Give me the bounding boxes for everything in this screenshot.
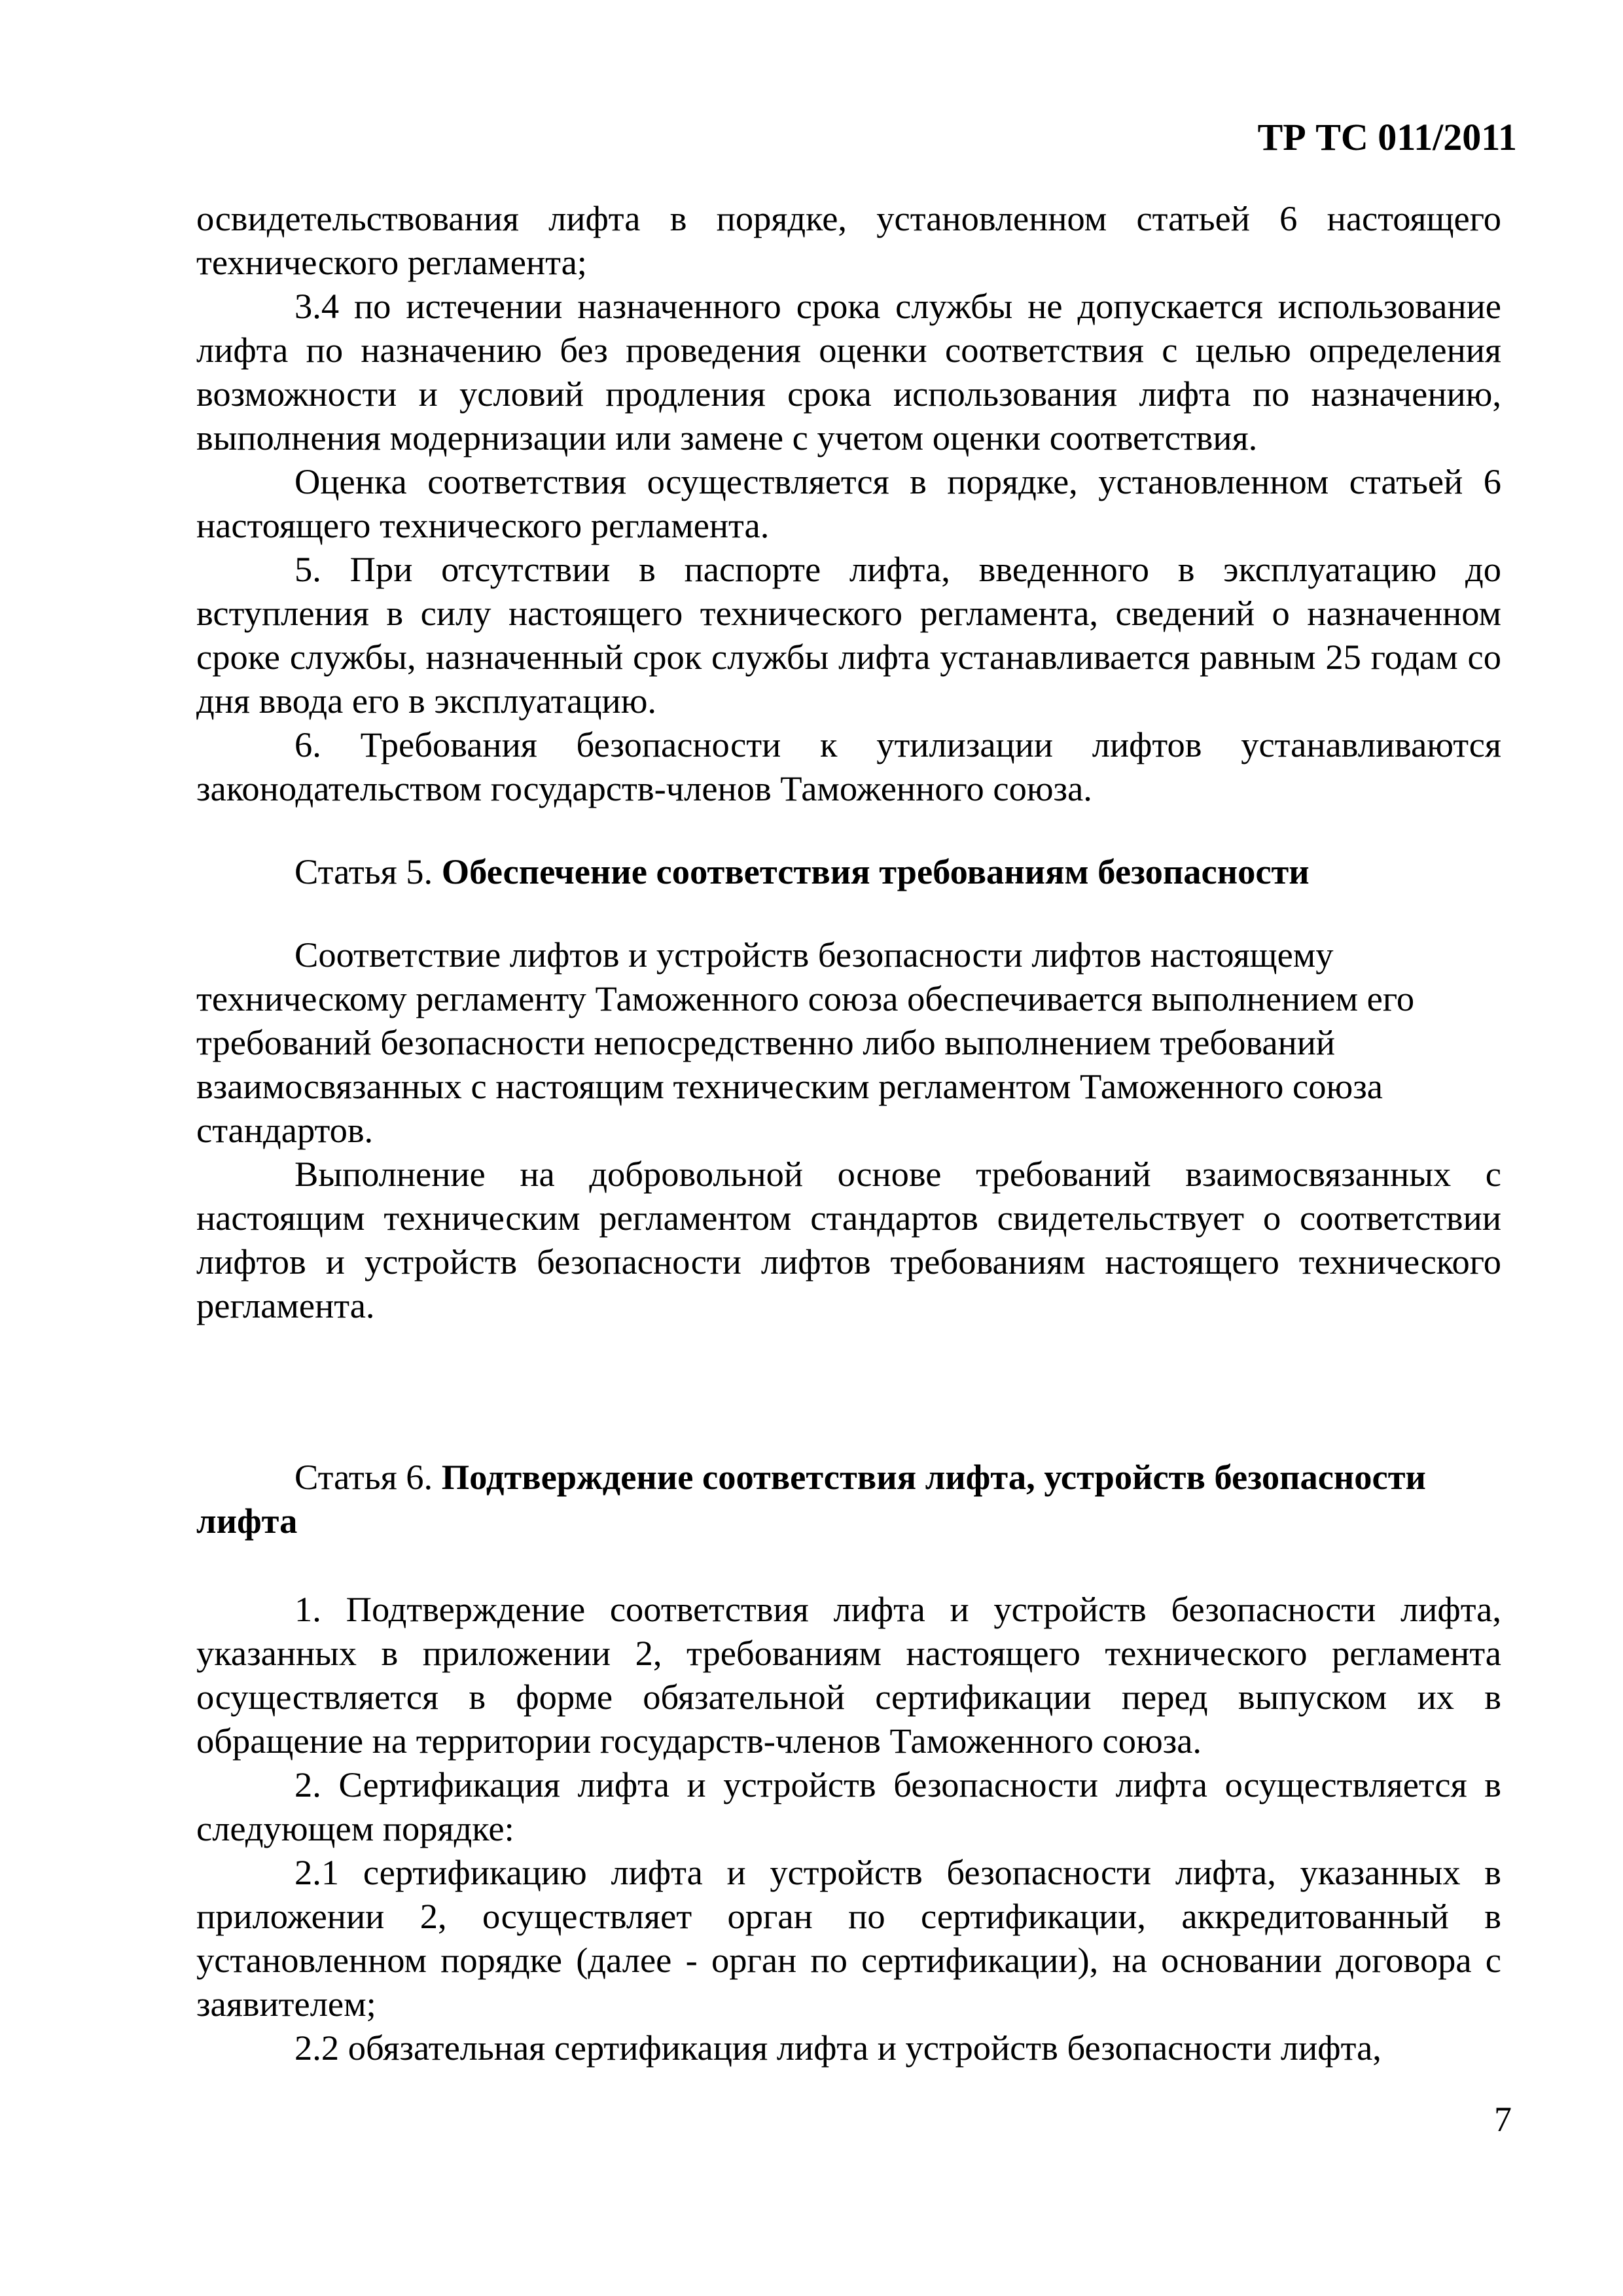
spacer: [196, 1327, 1501, 1455]
article-5-title: Обеспечение соответствия требованиям безопасности: [441, 852, 1310, 891]
article-5-heading: [196, 850, 1501, 893]
paragraph-5: 5. При отсутствии в паспорте лифта, введенного в эксплуатацию до вступления в силу настоящего технического регламента, сведений о назначенном сроке службы, назначенный срок службы лифта устанавливается равным 25 годам со дня ввода его в эксплуатацию.: [196, 549, 1501, 721]
article-6-paragraph-1: 1. Подтверждение соответствия лифта и устройств безопасности лифта, указанных в приложении 2, требованиям настоящего технического регламента осуществляется в форме обязательной сертификации перед выпуском их в обращение на территории государств-членов Таможенного союза.: [196, 1589, 1501, 1761]
spacer: [196, 893, 1501, 933]
article-6-title: Подтверждение соответствия лифта, устройств безопасности лифта: [196, 1457, 1426, 1541]
article-5-paragraph-1: Соответствие лифтов и устройств безопасности лифтов настоящему техническому регламенту Таможенного союза обеспечивается выполнением его требований безопасности непосредственно либо выполнением требований взаимосвязанных с настоящим техническим регламентом Таможенного союза стандартов.: [196, 935, 1415, 1150]
article-6-paragraph-2: 2. Сертификация лифта и устройств безопасности лифта осуществляется в следующем порядке:: [196, 1765, 1501, 1848]
article-6-paragraph-2-1: 2.1 сертификацию лифта и устройств безопасности лифта, указанных в приложении 2, осуществляет орган по сертификации, аккредитованный в установленном порядке (далее - орган по сертификации), на основании договора с заявителем;: [196, 1852, 1501, 2024]
article-5-prefix: Статья 5.: [294, 852, 433, 891]
paragraph-continuation: освидетельствования лифта в порядке, установленном статьей 6 настоящего технического регламента;: [196, 198, 1501, 282]
paragraph-3-4: 3.4 по истечении назначенного срока службы не допускается использование лифта по назначению без проведения оценки соответствия с целью определения возможности и условий продления срока использования лифта по назначению, выполнения модернизации или замене с учетом оценки соответствия.: [196, 286, 1501, 457]
article-6-paragraph-2-2: 2.2 обязательная сертификация лифта и устройств безопасности лифта,: [294, 2028, 1382, 2068]
article-6-prefix: Статья 6.: [294, 1457, 433, 1497]
article-5-paragraph-2: Выполнение на добровольной основе требований взаимосвязанных с настоящим техническим регламентом стандартов свидетельствует о соответствии лифтов и устройств безопасности лифтов требованиям настоящего технического регламента.: [196, 1154, 1501, 1325]
paragraph-6: 6. Требования безопасности к утилизации лифтов устанавливаются законодательством государств-членов Таможенного союза.: [196, 725, 1501, 808]
page-number: 7: [1494, 2100, 1512, 2139]
paragraph-assessment: Оценка соответствия осуществляется в порядке, установленном статьей 6 настоящего технического регламента.: [196, 461, 1501, 545]
spacer: [196, 810, 1501, 850]
document-code-header: ТР ТС 011/2011: [1257, 116, 1517, 158]
spacer: [196, 1543, 1501, 1587]
article-6-heading: [196, 1455, 1501, 1543]
document-body: [196, 196, 1501, 2070]
